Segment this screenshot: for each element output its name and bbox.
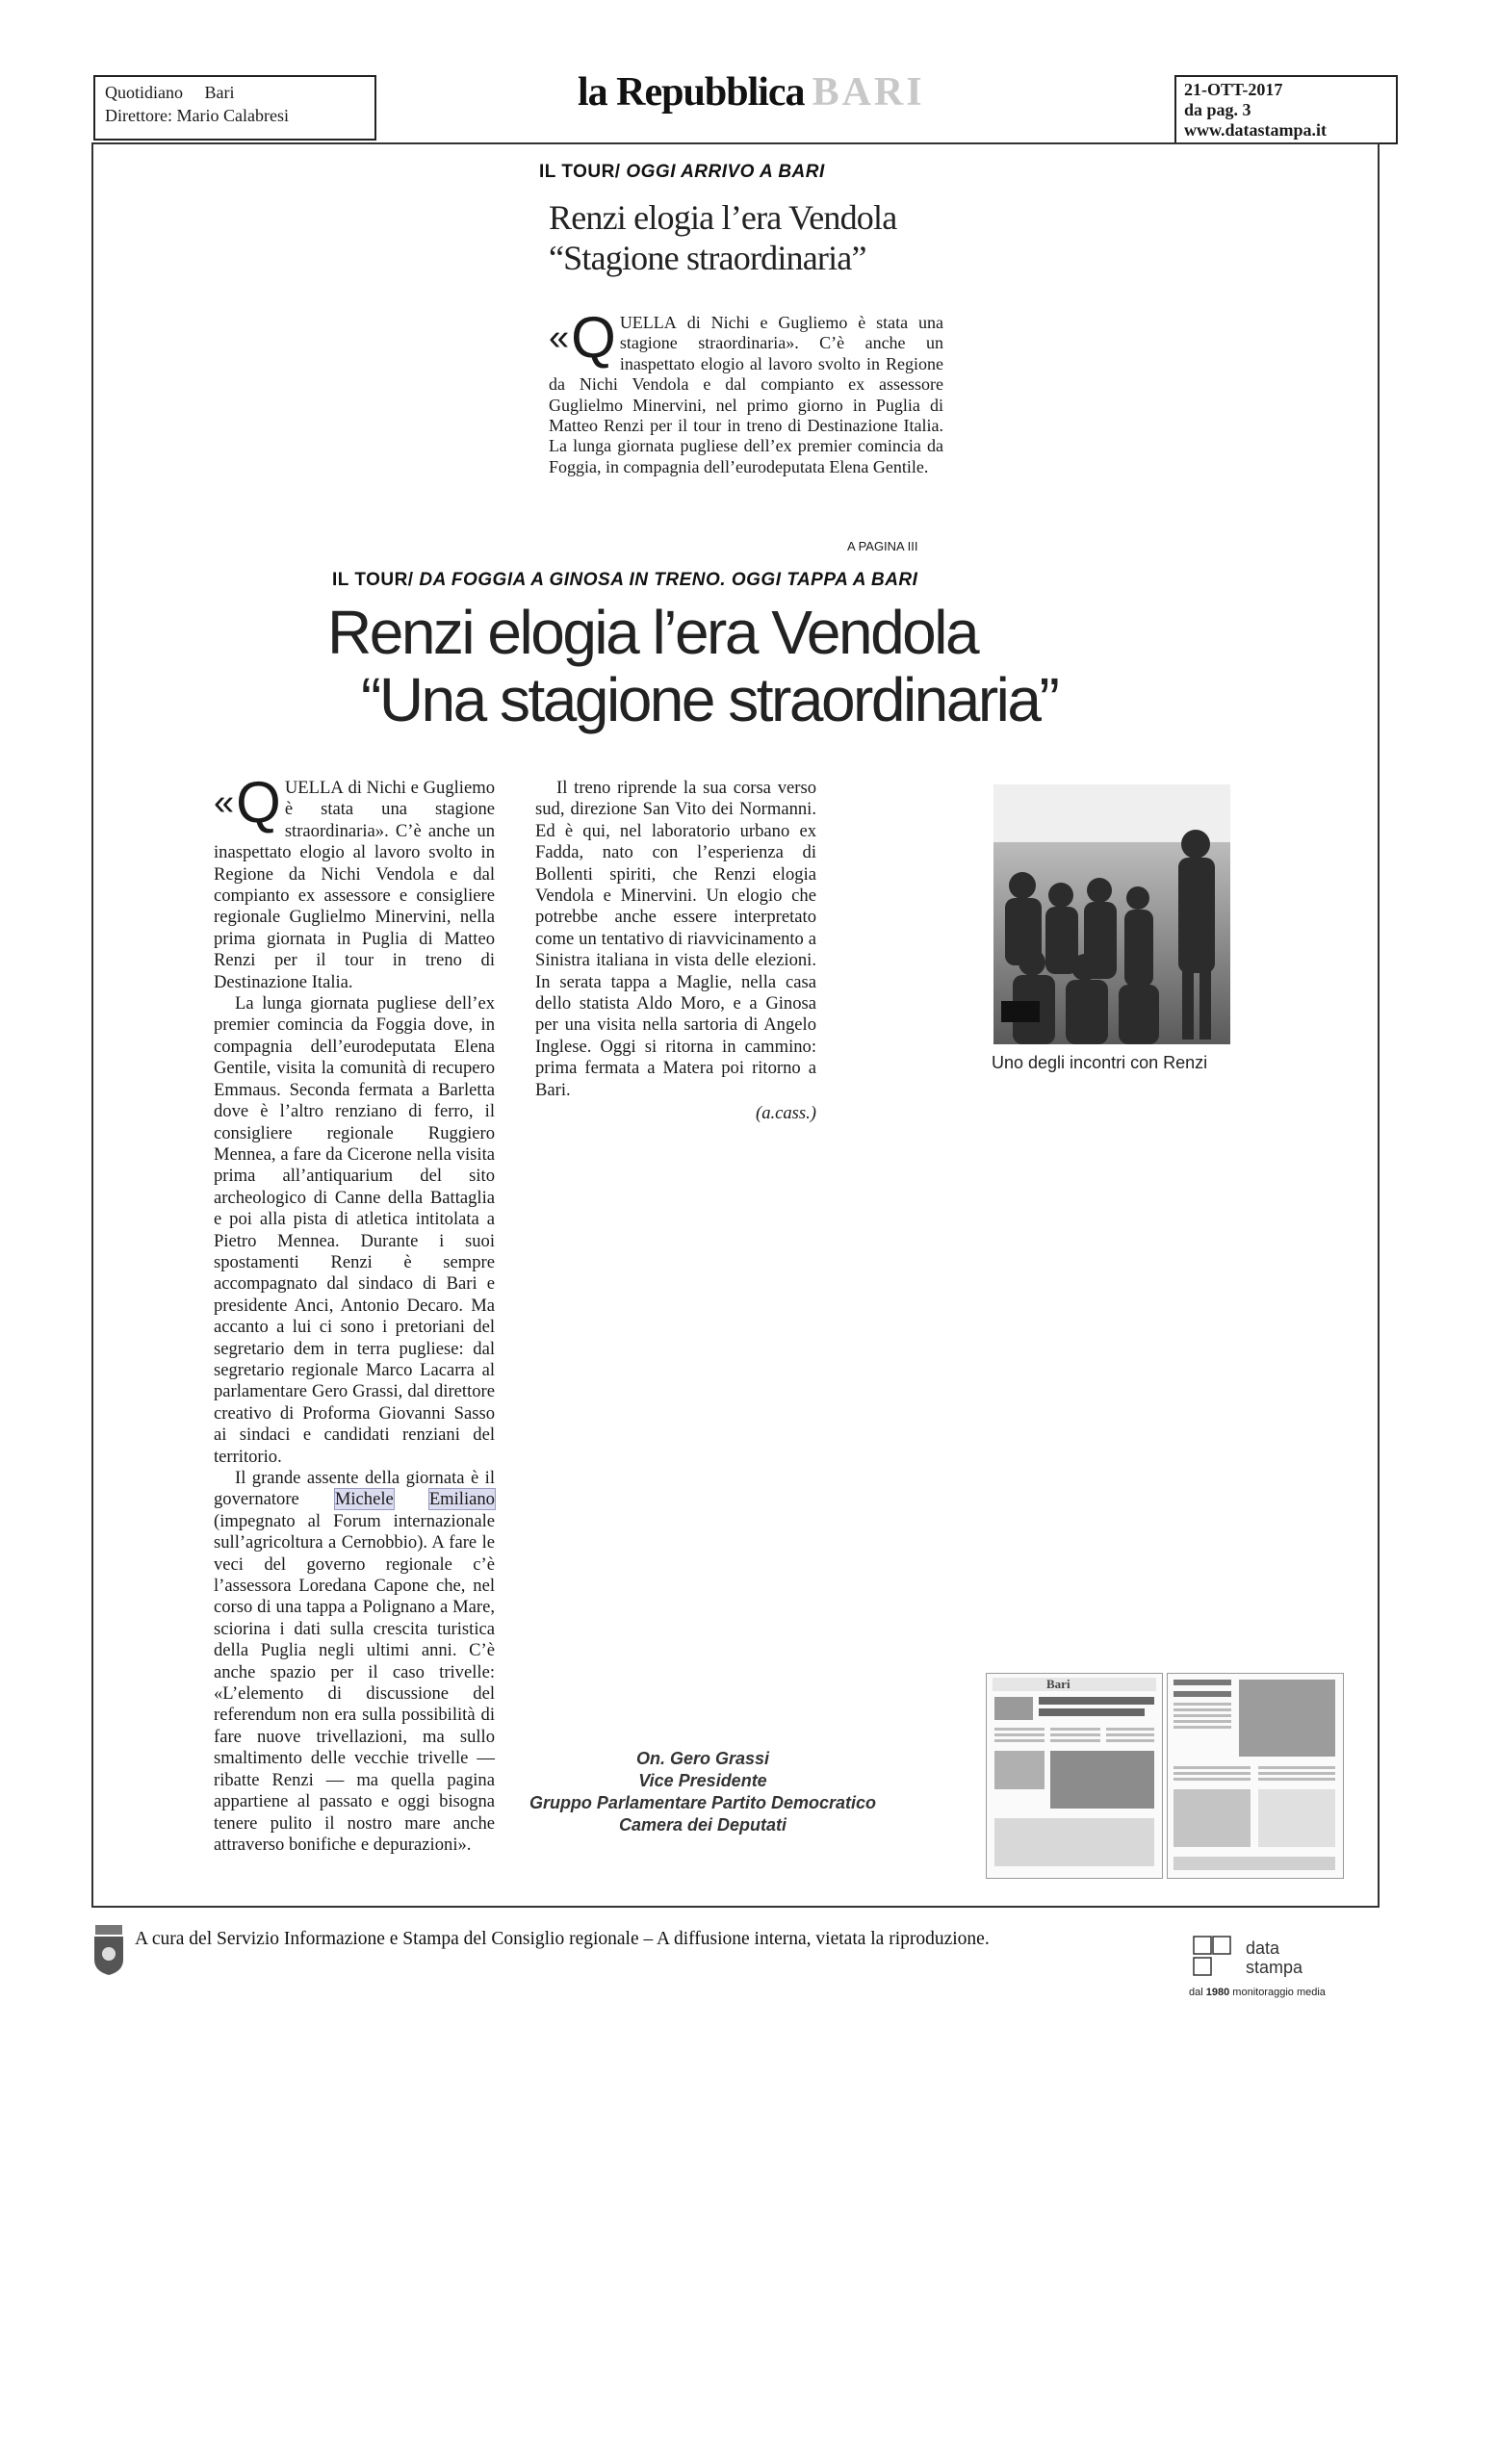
site-url: www.datastampa.it — [1184, 120, 1328, 140]
article-paragraph-3 — [214, 1468, 495, 1856]
teaser-headline — [549, 197, 1069, 278]
page-thumbnail-2 — [1167, 1673, 1344, 1879]
teaser-dropcap-letter: Q — [571, 305, 616, 370]
teaser-dropcap — [549, 305, 616, 370]
article-column-2 — [535, 778, 816, 1125]
page-reference: da pag. 3 — [1184, 100, 1251, 119]
datastampa-squares-icon — [1192, 1931, 1250, 1981]
highlight-michele: Michele — [334, 1489, 394, 1510]
tagline-a: dal — [1189, 1987, 1206, 1998]
teaser-page-ref: A PAGINA III — [847, 539, 918, 553]
signature-block — [501, 1748, 905, 1836]
masthead — [578, 69, 963, 127]
article-dropcap-letter: Q — [236, 770, 281, 834]
page-thumbnail-1 — [986, 1673, 1163, 1879]
signature-chamber: Camera dei Deputati — [618, 1815, 787, 1835]
publication-type: Quotidiano — [105, 83, 183, 102]
article-dropcap — [214, 770, 281, 834]
article-p1-text: di Nichi e Gugliemo è stata una stagione straordinaria». C’è anche un inaspettato elogio al lavoro svolto in Regione da Nichi Vendola e dal compianto ex assessore e consigliere regionale Guglielmo Minervini, nella prima giornata in Puglia di Matteo Renzi per il tour in treno di Destinazione Italia. — [214, 778, 495, 992]
teaser-kicker-a: IL TOUR/ — [539, 162, 621, 182]
article-paragraph-4: Il treno riprende la sua corsa verso sud, direzione San Vito dei Normanni. Ed è qui, nel laboratorio urbano ex Fadda, nato con l’esperienza di Bollenti spiriti, che Renzi elogia Vendola e Minervini. Un elogio che potrebbe anche essere interpretato come un tentativo di riavvicinamento a Sinistra italiana in vista delle elezioni. In serata tappa a Maglie, nella casa dello statista Aldo Moro, e a Ginosa per una visita nella sartoria di Angelo Inglese. Oggi si ritorna in cammino: prima fermata a Matera poi ritorno a Bari. — [535, 778, 816, 1100]
article-signature: (a.cass.) — [756, 1103, 816, 1124]
tagline-b: monitoraggio media — [1229, 1987, 1326, 1998]
article-kicker-a: IL TOUR/ — [332, 570, 414, 590]
article-p3-text-a: Il grande assente della giornata è il governatore — [214, 1468, 495, 1510]
director-name: Mario Calabresi — [176, 106, 289, 125]
thumbnail-2-illustration — [1168, 1674, 1343, 1878]
photo-illustration — [993, 784, 1230, 1044]
thumbnail-1-title: Bari — [1046, 1677, 1070, 1691]
tagline-year: 1980 — [1205, 1987, 1230, 1998]
article-paragraph-1 — [214, 770, 495, 993]
article-photo — [993, 784, 1230, 1044]
signature-name: On. Gero Grassi — [635, 1749, 770, 1768]
regional-council-logo — [91, 1923, 126, 1977]
teaser-body — [549, 305, 943, 477]
datastampa-tagline — [1189, 1987, 1326, 1998]
header-date-box — [1174, 75, 1398, 144]
thumbnail-1-illustration — [987, 1674, 1162, 1878]
article-headline — [327, 599, 1194, 733]
footer-disclaimer: A cura del Servizio Informazione e Stampa del Consiglio regionale – A diffusione interna, vietata la riproduzione. — [135, 1929, 990, 1949]
datastampa-word-2: stampa — [1246, 1958, 1303, 1977]
article-kicker — [332, 570, 917, 591]
header-info-box — [93, 75, 376, 141]
datastampa-wordmark — [1246, 1938, 1303, 1977]
teaser-smallcaps: UELLA — [619, 313, 677, 332]
article-column-1 — [214, 770, 495, 1856]
teaser-kicker-b: OGGI ARRIVO A BARI — [626, 162, 825, 182]
article-headline-line2: “Una stagione straordinaria” — [361, 665, 1058, 734]
director-line — [105, 104, 365, 127]
teaser-headline-line2: “Stagione straordinaria” — [549, 239, 866, 277]
teaser-headline-line1: Renzi elogia l’era Vendola — [549, 198, 897, 237]
publication-line — [105, 81, 365, 104]
article-quote-mark: « — [214, 783, 235, 823]
teaser-quote-mark: « — [549, 318, 570, 358]
masthead-city: BARI — [812, 70, 925, 115]
article-kicker-b: DA FOGGIA A GINOSA IN TRENO. OGGI TAPPA A BARI — [419, 570, 918, 590]
masthead-name: la Repubblica — [578, 70, 805, 115]
teaser-text: di Nichi e Gugliemo è stata una stagione straordinaria». C’è anche un inaspettato elogio al lavoro svolto in Regione da Nichi Vendola e dal compianto ex assessore Guglielmo Minervini, nel primo giorno in Puglia di Matteo Renzi per il tour in treno di Destinazione Italia. La lunga giornata pugliese dell’ex premier comincia da Foggia, in compagnia dell’eurodeputata Elena Gentile. — [549, 313, 943, 476]
signature-role: Vice Presidente — [638, 1771, 767, 1790]
article-headline-line1: Renzi elogia l’era Vendola — [327, 598, 978, 667]
article-p3-text-b: (impegnato al Forum internazionale sull’agricoltura a Cernobbio). A fare le veci del governo regionale c’è l’assessora Loredana Capone che, nel corso di una tappa a Polignano a Mare, sciorina i dati sulla crescita turistica della Puglia negli ultimi anni. C’è anche spazio per il caso trivelle: «L’elemento di discussione del referendum non era sulla possibilità di fare nuove trivellazioni, ma sullo smaltimento delle vecchie trivelle — ribatte Renzi — ma quella pagina appartiene al passato e oggi bisogna tenere pulito il nostro mare anche attraverso bonifiche e depurazioni». — [214, 1510, 495, 1855]
photo-caption: Uno degli incontri con Renzi — [992, 1053, 1208, 1072]
article-smallcaps: UELLA — [284, 778, 344, 798]
article-paragraph-2: La lunga giornata pugliese dell’ex premier comincia da Foggia dove, in compagnia dell’eurodeputata Elena Gentile, visita la comunità di recupero Emmaus. Seconda fermata a Barletta dove è l’altro renziano di ferro, il consigliere regionale Ruggiero Mennea, a fare da Cicerone nella visita prima all’antiquarium del sito archeologico di Canne della Battaglia e poi alla pista di atletica intitolata a Pietro Mennea. Durante i suoi spostamenti Renzi è sempre accompagnato dal sindaco di Bari e presidente Anci, Antonio Decaro. Ma accanto a lui ci sono i pretoriani del segretario dem in terra pugliese: dal segretario regionale Marco Lacarra al parlamentare Gero Grassi, dal direttore creativo di Proforma Giovanni Sasso ai sindaci e candidati renziani del territorio. — [214, 993, 495, 1467]
edition: Bari — [204, 83, 235, 102]
director-label: Direttore: — [105, 106, 172, 125]
highlight-emiliano: Emiliano — [428, 1489, 495, 1510]
coat-of-arms-icon — [91, 1923, 126, 1977]
teaser-kicker — [539, 162, 825, 183]
datastampa-word-1: data — [1246, 1938, 1280, 1958]
signature-group: Gruppo Parlamentare Partito Democratico — [529, 1793, 877, 1812]
date: 21-OTT-2017 — [1184, 80, 1283, 99]
